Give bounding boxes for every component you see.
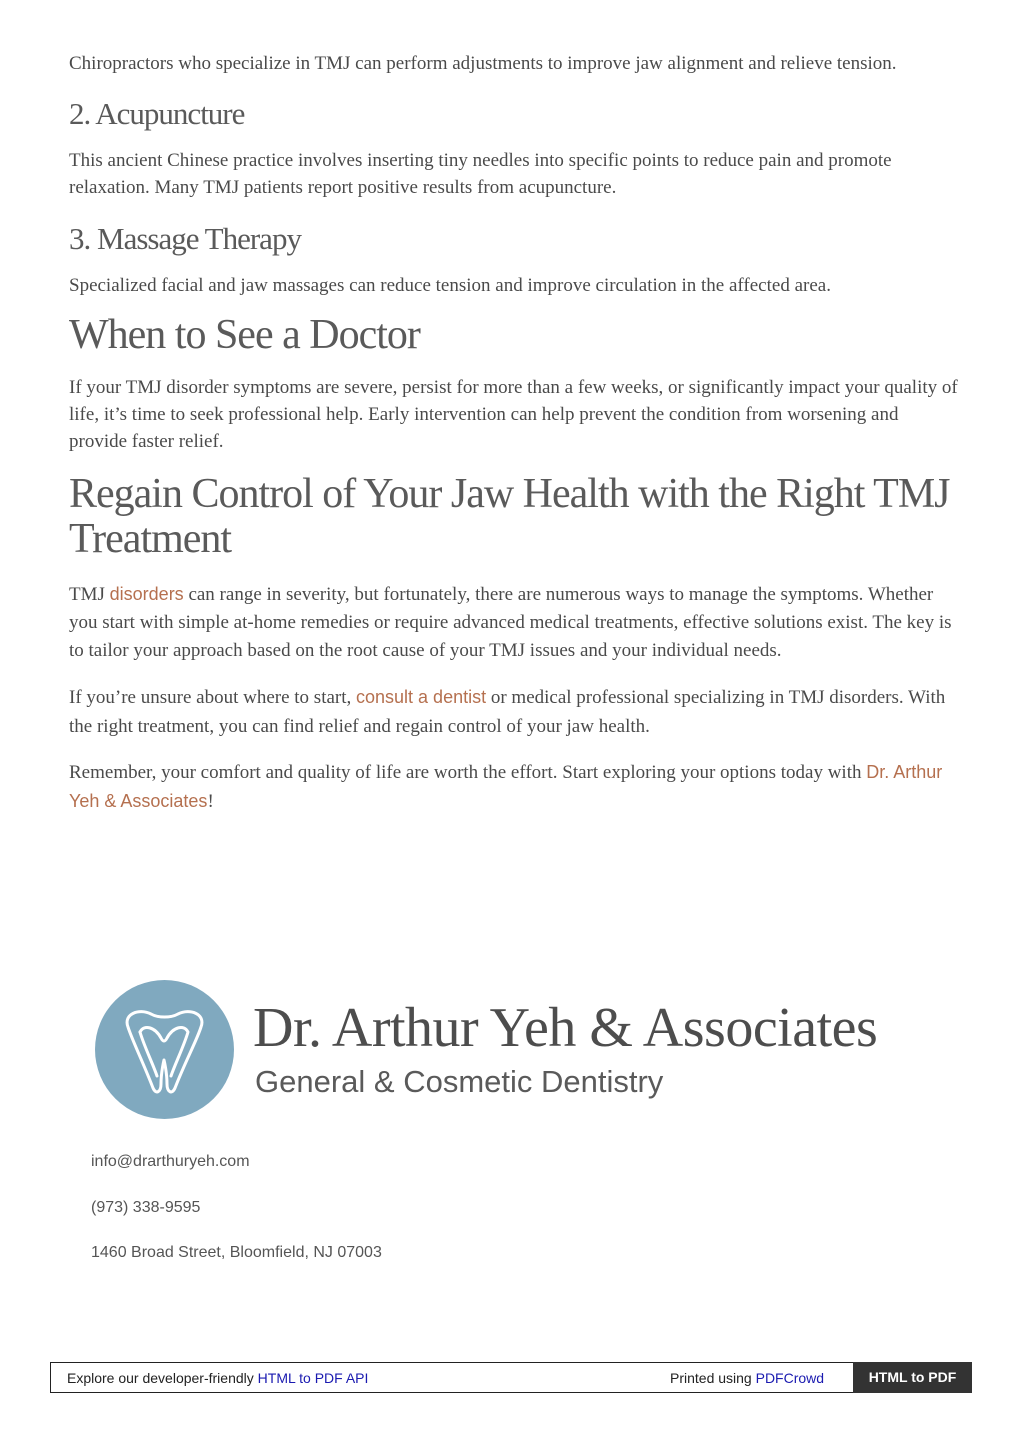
tooth-outline-icon (95, 980, 234, 1119)
regain-p2-before: If you’re unsure about where to start, (69, 687, 357, 708)
contact-address: 1460 Broad Street, Bloomfield, NJ 07003 (91, 1244, 382, 1261)
practice-logo (95, 980, 915, 1120)
regain-control-heading: Regain Control of Your Jaw Health with the Right TMJ Treatment (69, 471, 950, 562)
regain-paragraph-3 (69, 758, 959, 816)
regain-p3-after: ! (207, 791, 214, 812)
footer-explore-text: Explore our developer-friendly (67, 1370, 258, 1386)
tooth-logo-icon (95, 980, 234, 1119)
regain-paragraph-2 (69, 683, 959, 741)
regain-p3-before: Remember, your comfort and quality of life are worth the effort. Start exploring your options today with (69, 762, 867, 783)
pdfcrowd-link[interactable]: PDFCrowd (755, 1370, 825, 1386)
contact-email[interactable]: info@drarthuryeh.com (91, 1153, 250, 1170)
pdfcrowd-footer (50, 1362, 972, 1393)
doctor-paragraph: If your TMJ disorder symptoms are severe, persist for more than a few weeks, or significantly impact your quality of life, it’s time to seek professional help. Early intervention can help prevent the condition from worsening and provide faster relief. (69, 377, 958, 452)
when-to-see-doctor-heading: When to See a Doctor (69, 312, 420, 358)
html-to-pdf-api-link[interactable]: HTML to PDF API (257, 1370, 369, 1386)
logo-practice-name: Dr. Arthur Yeh & Associates (253, 997, 878, 1059)
footer-printed (670, 1370, 824, 1386)
regain-p1-before: TMJ (69, 584, 110, 605)
acupuncture-heading: 2. Acupuncture (69, 96, 245, 131)
footer-printed-text: Printed using (670, 1370, 756, 1386)
acupuncture-paragraph: This ancient Chinese practice involves inserting tiny needles into specific points to reduce pain and promote relaxation. Many TMJ patients report positive results from acupuncture. (69, 150, 892, 198)
consult-dentist-link[interactable]: consult a dentist (356, 687, 487, 707)
html-to-pdf-button[interactable]: HTML to PDF (853, 1362, 972, 1393)
massage-paragraph: Specialized facial and jaw massages can reduce tension and improve circulation in the affected area. (69, 275, 831, 296)
logo-tagline: General & Cosmetic Dentistry (255, 1064, 664, 1099)
contact-phone[interactable]: (973) 338-9595 (91, 1199, 201, 1216)
practice-name-link[interactable]: Dr. Arthur Yeh & Associates (69, 762, 943, 811)
massage-heading: 3. Massage Therapy (69, 221, 301, 256)
intro-paragraph: Chiropractors who specialize in TMJ can perform adjustments to improve jaw alignment and relieve tension. (69, 53, 897, 74)
disorders-link[interactable]: disorders (109, 584, 184, 604)
regain-p2-after: or medical professional specializing in TMJ disorders. With the right treatment, you can find relief and regain control of your jaw health. (69, 687, 946, 737)
footer-explore (67, 1370, 368, 1386)
regain-paragraph-1 (69, 580, 959, 665)
regain-p1-after: can range in severity, but fortunately, there are numerous ways to manage the symptoms. Whether you start with simple at-home remedies or require advanced medical treatments, effective solutions exist. The key is to tailor your approach based on the root cause of your TMJ issues and your individual needs. (69, 584, 952, 661)
article-content (69, 50, 959, 816)
